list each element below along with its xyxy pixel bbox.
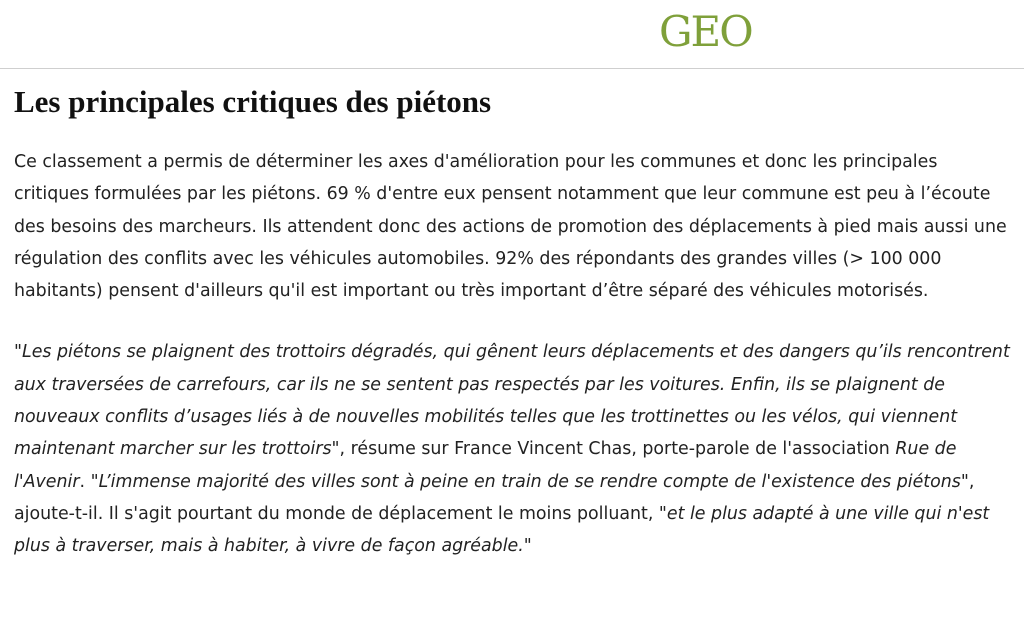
association-name: Rue de l'Avenir [14, 439, 957, 492]
closing-text: , ajoute-t-il. Il s'agit pourtant du monde de déplacement le moins polluant, " [14, 471, 975, 524]
section-title: Les principales critiques des piétons [14, 84, 492, 119]
open-quote: " [14, 342, 22, 363]
geo-logo[interactable]: GEO [659, 7, 752, 56]
paragraph-critiques: Ce classement a permis de déterminer les axes d'amélioration pour les communes et donc les principales critiques formulées par les piétons. 69 % d'entre eux pensent notamment que leur commune est peu à l’écoute des besoins des marcheurs. Ils attendent donc des actions de promotion des déplacements à pied mais aussi une régulation des conflits avec les véhicules automobiles. 92% des répondants des grandes villes (> 100 000 habitants) pensent d'ailleurs qu'il est important ou très important d’être séparé des véhicules motorisés. [14, 152, 1007, 302]
quote-pietons: Les piétons se plaignent des trottoirs dégradés, qui gênent leurs déplacements et des dangers qu’ils rencontrent aux traversées de carrefours, car ils ne se sentent pas respectés par les voitures. Enfin, ils se plaignent de nouveaux conflits d’usages liés à de nouvelles mobilités telles que les trottinettes ou les vélos, qui viennent maintenant marcher sur les trottoirs [14, 342, 1010, 460]
quote-ville-adaptee: et le plus adapté à une ville qui n'est plus à traverser, mais à habiter, à vivre de façon agréable." [14, 503, 990, 557]
paragraph-quote [14, 336, 1014, 562]
quote-majorite-villes: L’immense majorité des villes sont à peine en train de se rendre compte de l'existence des piétons" [98, 471, 969, 492]
attribution-text: ", résume sur France Vincent Chas, porte-parole de l'association [331, 439, 896, 460]
site-header [0, 0, 1024, 69]
article-section [14, 76, 1014, 563]
connector-text: . " [79, 471, 99, 492]
